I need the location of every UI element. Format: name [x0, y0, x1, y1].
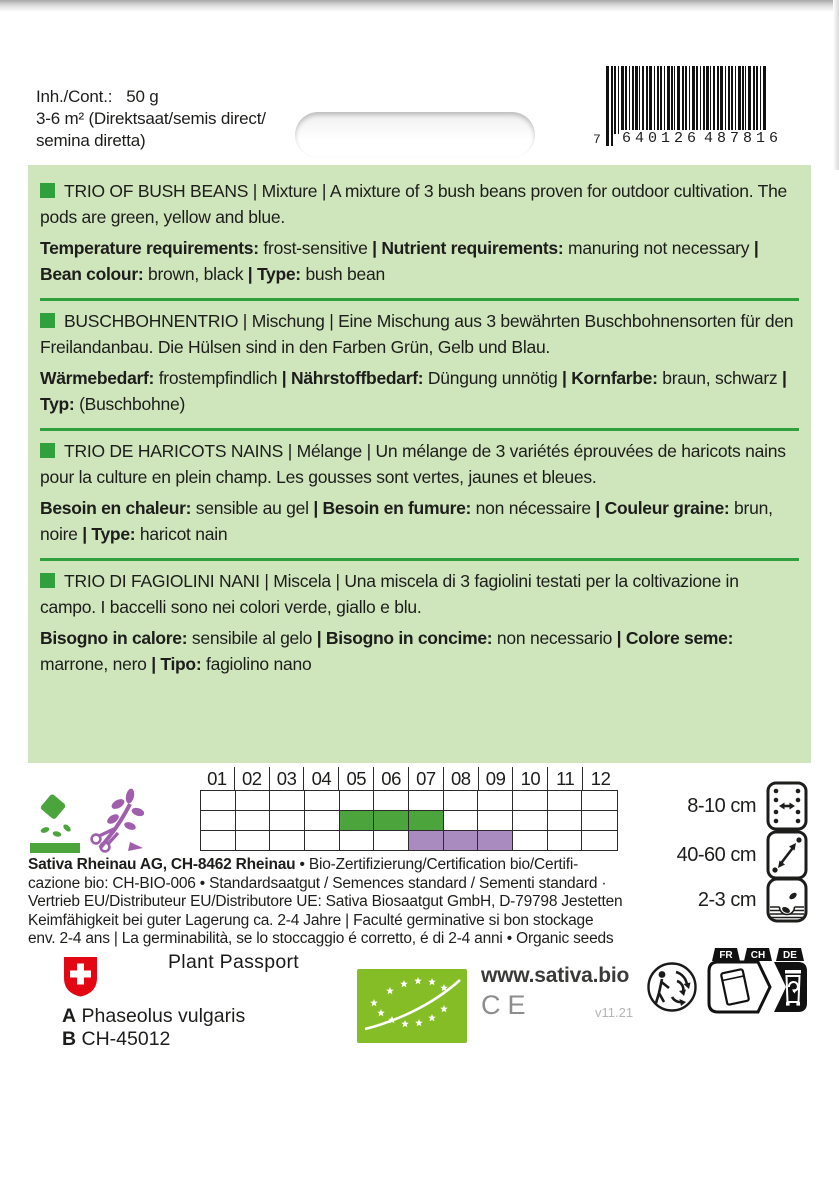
barcode-group1: 640126: [622, 130, 701, 147]
calendar-cell-direct-sowing-10: [513, 811, 548, 831]
company-info-line: Sativa Rheinau AG, CH-8462 Rheinau • Bio-Zertifizierung/Certification bio/Certifi-: [28, 856, 579, 873]
calendar-cell-direct-sowing-09: [478, 811, 513, 831]
calendar-cell-pre-culture-07: [409, 791, 444, 811]
barcode-bar: [649, 66, 652, 134]
language-section-en: [40, 171, 799, 298]
barcode-bar: [717, 66, 719, 134]
barcode-bar: [745, 66, 746, 134]
hang-hole-slot: [295, 112, 535, 158]
calendar-cell-direct-sowing-06: [374, 811, 409, 831]
green-square-bullet-icon: [40, 573, 55, 588]
sowing-depth-icon: [766, 877, 808, 923]
content-label: Inh./Cont.:: [36, 87, 113, 106]
calendar-cell-harvest-06: [374, 831, 409, 850]
passport-b-value: CH-45012: [81, 1028, 171, 1050]
barcode-bar: [625, 66, 627, 134]
calendar-cell-pre-culture-06: [374, 791, 409, 811]
calendar-cell-harvest-01: [201, 831, 236, 850]
green-square-bullet-icon: [40, 443, 55, 458]
calendar-cell-direct-sowing-01: [201, 811, 236, 831]
calendar-cell-direct-sowing-03: [270, 811, 305, 831]
barcode-bar: [654, 66, 655, 134]
barcode-bar: [748, 66, 751, 134]
section-description: TRIO DE HARICOTS NAINS | Mélange | Un mélange de 3 variétés éprouvées de haricots nains pour la culture en plein champ. Les gousses sont vertes, jaunes et bleues.: [40, 441, 786, 487]
barcode-bar: [632, 66, 634, 134]
calendar-cell-pre-culture-11: [548, 791, 583, 811]
barcode-bar: [735, 66, 736, 134]
barcode-bar: [660, 66, 662, 134]
barcode-bar: [621, 66, 624, 134]
barcode-bar: [731, 66, 733, 134]
eu-organic-leaf-logo: [357, 969, 467, 1043]
calendar-month-label: 11: [548, 767, 583, 790]
plant-spacing-label: 8-10 cm: [687, 794, 756, 817]
barcode-bar: [618, 66, 619, 134]
passport-line-a: [62, 1005, 245, 1028]
barcode-group2: 487816: [704, 130, 783, 147]
passport-b-label: B: [62, 1028, 77, 1050]
calendar-cell-pre-culture-08: [444, 791, 479, 811]
calendar-cell-direct-sowing-07: [409, 811, 444, 831]
calendar-month-label: 10: [513, 767, 548, 790]
barcode-bar: [696, 66, 698, 134]
barcode: [593, 66, 783, 158]
calendar-cell-pre-culture-05: [340, 791, 375, 811]
calendar-cell-harvest-03: [270, 831, 305, 850]
calendar-cell-pre-culture-02: [236, 791, 271, 811]
calendar-month-label: 12: [590, 768, 611, 789]
calendar-cell-harvest-08: [444, 831, 479, 850]
barcode-bar: [611, 66, 613, 146]
barcode-bar: [756, 66, 758, 134]
harvest-scissors-icon: [88, 786, 144, 858]
calendar-month-label: 06: [374, 767, 409, 790]
language-section-it: [40, 561, 799, 688]
barcode-bar: [710, 66, 711, 134]
bin-pane: [774, 962, 807, 1012]
section-description: TRIO DI FAGIOLINI NANI | Miscela | Una miscela di 3 fagiolini testati per la coltivazione in campo. I baccelli sono nei colori verde, giallo e blu.: [40, 571, 739, 617]
barcode-bar: [677, 66, 680, 134]
swiss-cross-shield-icon: [62, 956, 99, 997]
barcode-bar: [713, 66, 715, 134]
calendar-month-label: 03: [270, 767, 305, 790]
section-description: TRIO OF BUSH BEANS | Mixture | A mixture of 3 bush beans proven for outdoor cultivation. The pods are green, yellow and blue.: [40, 181, 788, 227]
barcode-bar: [706, 66, 709, 134]
company-info-line: Vertrieb EU/Distributeur EU/Distributore UE: Sativa Biosaatgut GmbH, D-79798 Jestetten: [28, 893, 623, 910]
company-info-line: Keimfähigkeit bei guter Lagerung ca. 2-4 Jahre | Faculté germinative si bon stockage: [28, 911, 594, 929]
green-square-bullet-icon: [40, 183, 55, 198]
calendar-cell-harvest-10: [513, 831, 548, 850]
plant-spacing-row: [687, 781, 808, 831]
row-spacing-label: 40-60 cm: [676, 843, 756, 866]
barcode-bar: [646, 66, 648, 134]
calendar-cell-harvest-02: [236, 831, 271, 850]
calendar-cell-pre-culture-04: [305, 791, 340, 811]
section-specs: Temperature requirements: frost-sensitive | Nutrient requirements: manuring not necessary | Bean colour: brown, black | Type: bush bean: [40, 238, 759, 284]
calendar-cell-pre-culture-09: [478, 791, 513, 811]
company-info-line: cazione bio: CH-BIO-006 • Standardsaatgut / Semences standard / Sementi standard ·: [28, 874, 607, 892]
barcode-bar: [720, 66, 723, 134]
calendar-month-label: 09: [479, 767, 514, 790]
barcode-bar: [657, 66, 659, 134]
calendar-cell-pre-culture-10: [513, 791, 548, 811]
calendar-cell-harvest-11: [548, 831, 583, 850]
section-specs: Bisogno in calore: sensibile al gelo | Bisogno in concime: non necessario | Colore seme: marrone, nero | Tipo: fagiolino nano: [40, 628, 734, 674]
area-info-line1: 3-6 m² (Direktsaat/semis direct/: [36, 109, 266, 128]
barcode-bar: [671, 66, 673, 134]
version-label: v11.21: [595, 1005, 634, 1020]
barcode-bar: [664, 66, 665, 134]
language-section-de: [40, 301, 799, 428]
barcode-bar: [635, 66, 638, 134]
section-specs: Besoin en chaleur: sensible au gel | Besoin en fumure: non nécessaire | Couleur graine: brun, noire | Type: haricot nain: [40, 498, 773, 544]
barcode-bar: [728, 66, 730, 134]
barcode-bar: [725, 66, 726, 134]
calendar-cell-direct-sowing-12: [582, 811, 617, 831]
passport-a-label: A: [62, 1005, 77, 1027]
passport-a-value: Phaseolus vulgaris: [81, 1005, 246, 1027]
triman-recycling-icon: [646, 961, 698, 1013]
barcode-bar: [667, 66, 670, 134]
calendar-month-label: 01: [200, 767, 235, 790]
direct-sowing-icon: [30, 794, 82, 858]
calendar-grid: [200, 790, 618, 851]
company-info-text: [28, 856, 668, 949]
passport-line-b: [62, 1028, 170, 1051]
info-panel: [28, 165, 811, 763]
svg-text:DE: DE: [783, 950, 797, 961]
company-info-line: env. 2-4 ans | La germinabilità, se lo stoccaggio é corretto, é di 2-4 anni • Organic seeds: [28, 930, 614, 947]
packet-top-edge-shadow: [0, 0, 839, 12]
barcode-digits: [620, 130, 783, 147]
section-description: BUSCHBOHNENTRIO | Mischung | Eine Mischung aus 3 bewährten Buschbohnensorten für den Freilandanbau. Die Hülsen sind in den Farben Grün, Gelb und Blau.: [40, 311, 794, 357]
website-url: www.sativa.bio: [481, 964, 630, 987]
calendar-cell-harvest-07: [409, 831, 444, 850]
barcode-bar: [742, 66, 744, 134]
calendar-cell-direct-sowing-08: [444, 811, 479, 831]
calendar-cell-direct-sowing-02: [236, 811, 271, 831]
barcode-bar: [753, 66, 755, 134]
svg-text:CH: CH: [750, 950, 766, 961]
plant-passport-title: Plant Passport: [168, 951, 300, 973]
barcode-bar: [642, 66, 644, 134]
area-info-line2: semina diretta): [36, 131, 146, 150]
content-value: 50 g: [126, 87, 159, 106]
calendar-cell-harvest-09: [478, 831, 513, 850]
language-section-fr: [40, 431, 799, 558]
calendar-month-label: 07: [409, 767, 444, 790]
calendar-month-label: 08: [444, 767, 479, 790]
calendar-cell-pre-culture-03: [270, 791, 305, 811]
disposal-country-tabs: [712, 948, 804, 961]
barcode-bar: [606, 66, 609, 146]
calendar-cell-pre-culture-12: [582, 791, 617, 811]
disposal-instruction-icon: [706, 946, 810, 1014]
sowing-calendar: [200, 767, 618, 851]
barcode-bar: [700, 66, 701, 134]
barcode-bar: [738, 66, 741, 134]
barcode-bar: [614, 66, 616, 134]
calendar-month-label: 02: [235, 767, 270, 790]
barcode-lead-digit: 7: [593, 132, 601, 147]
barcode-bar: [703, 66, 705, 134]
row-spacing-icon: [766, 830, 808, 880]
calendar-cell-pre-culture-01: [201, 791, 236, 811]
calendar-month-label: 04: [304, 767, 339, 790]
packet-right-edge-shadow: [833, 0, 839, 170]
calendar-month-header: [200, 767, 618, 790]
calendar-cell-direct-sowing-05: [340, 811, 375, 831]
calendar-cell-direct-sowing-11: [548, 811, 583, 831]
row-spacing-row: [677, 830, 808, 880]
plant-spacing-icon: [766, 781, 808, 831]
green-square-bullet-icon: [40, 313, 55, 328]
calendar-cell-harvest-12: [582, 831, 617, 850]
calendar-cell-direct-sowing-04: [305, 811, 340, 831]
barcode-bar: [639, 66, 640, 134]
section-specs: Wärmebedarf: frostempfindlich | Nährstoffbedarf: Düngung unnötig | Kornfarbe: braun, schwarz | Typ: (Buschbohne): [40, 368, 787, 414]
calendar-month-label: 05: [339, 767, 374, 790]
calendar-cell-harvest-04: [305, 831, 340, 850]
sowing-depth-row: [698, 877, 808, 923]
content-info: [36, 86, 266, 152]
svg-text:FR: FR: [719, 950, 733, 961]
ce-mark: CE: [481, 990, 533, 1020]
calendar-cell-harvest-05: [340, 831, 375, 850]
barcode-bar: [674, 66, 675, 134]
barcode-bar: [629, 66, 630, 134]
calendar-icons: [30, 786, 180, 856]
sowing-depth-label: 2-3 cm: [697, 888, 756, 911]
